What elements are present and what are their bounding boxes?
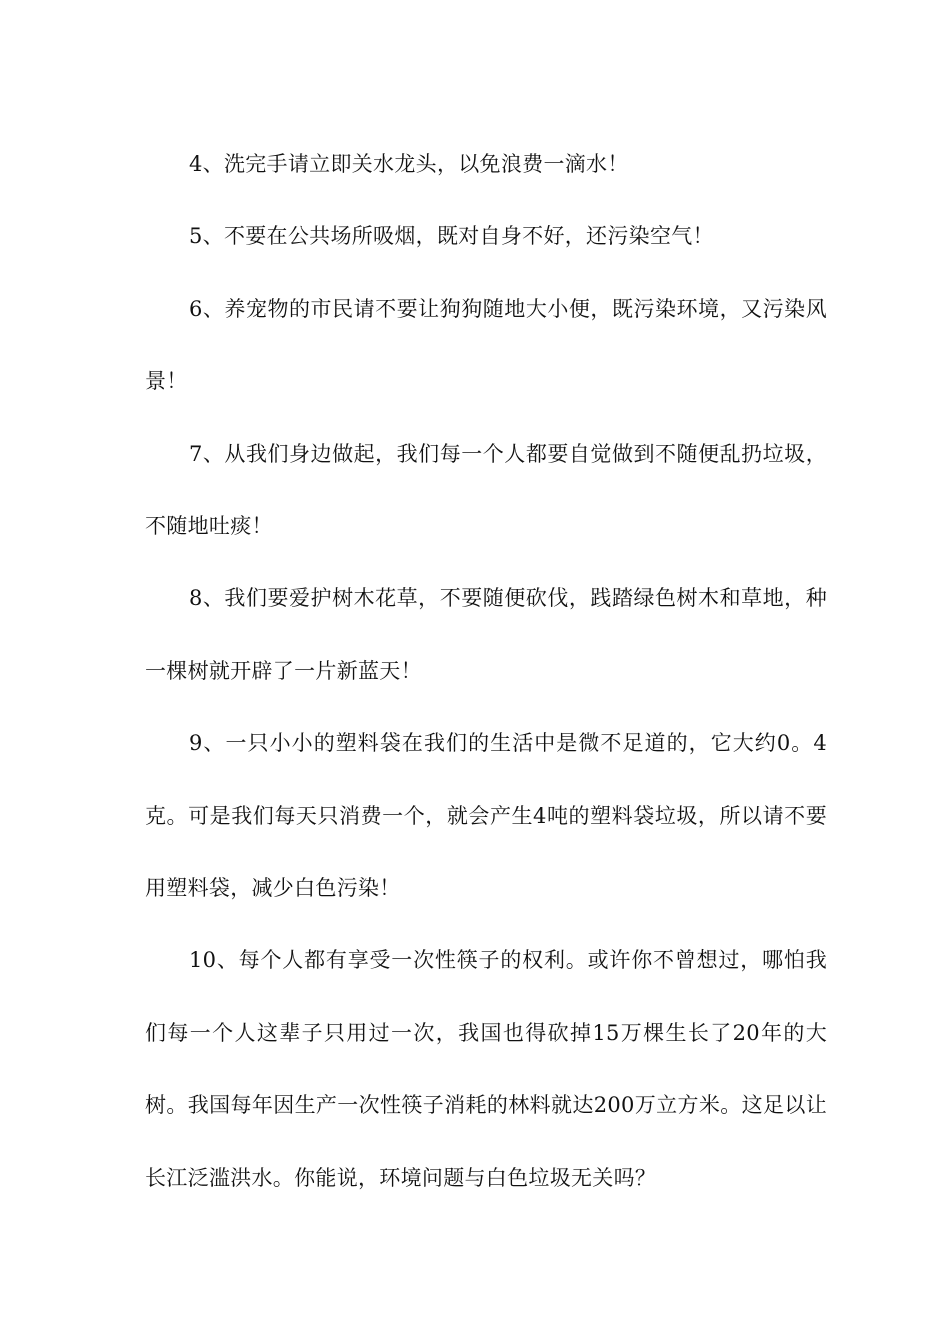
document-body	[145, 128, 827, 1214]
paragraph-10: 10、每个人都有享受一次性筷子的权利。或许你不曾想过，哪怕我们每一个人这辈子只用过一次，我国也得砍掉15万棵生长了20年的大树。我国每年因生产一次性筷子消耗的林料就达200万立方米。这足以让长江泛滥洪水。你能说，环境问题与白色垃圾无关吗？	[145, 948, 827, 1190]
paragraph-8: 8、我们要爱护树木花草，不要随便砍伐，践踏绿色树木和草地，种一棵树就开辟了一片新蓝天！	[145, 586, 827, 683]
paragraph-4: 4、洗完手请立即关水龙头，以免浪费一滴水！	[189, 152, 629, 176]
paragraph-5: 5、不要在公共场所吸烟，既对自身不好，还污染空气！	[189, 224, 714, 249]
paragraph-6: 6、养宠物的市民请不要让狗狗随地大小便，既污染环境，又污染风景！	[145, 296, 827, 394]
paragraph-9: 9、一只小小的塑料袋在我们的生活中是微不足道的，它大约0。4克。可是我们每天只消费一个，就会产生4吨的塑料袋垃圾，所以请不要用塑料袋，减少白色污染！	[145, 731, 827, 901]
paragraph-7: 7、从我们身边做起，我们每一个人都要自觉做到不随便乱扔垃圾，不随地吐痰！	[145, 441, 827, 539]
